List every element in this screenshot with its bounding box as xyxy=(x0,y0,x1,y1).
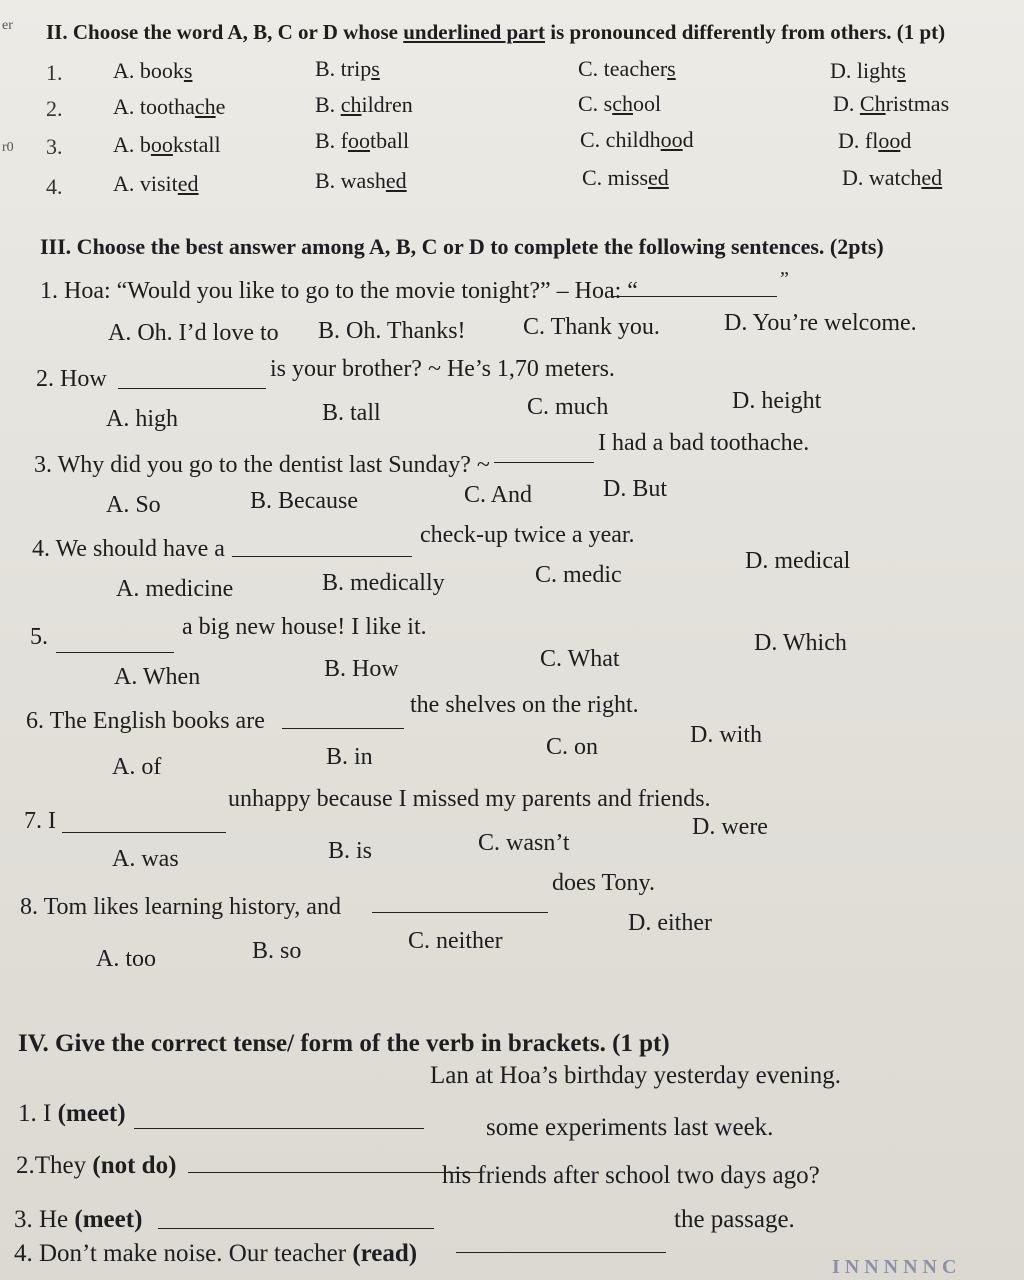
q6-option-b: B. in xyxy=(326,744,373,770)
q8-option-b: B. so xyxy=(252,938,302,964)
question-5-tail: a big new house! I like it. xyxy=(182,614,427,640)
answer-blank[interactable] xyxy=(188,1172,480,1173)
margin-mark-mid: r0 xyxy=(2,140,14,155)
verb-item-4-stem: 4. Don’t make noise. Our teacher (read) xyxy=(14,1240,418,1267)
option-c: C. teachers xyxy=(578,56,676,81)
question-6-stem: 6. The English books are xyxy=(26,708,265,734)
answer-blank[interactable] xyxy=(372,912,548,913)
option-c: C. childhood xyxy=(580,127,694,152)
margin-mark-top: er xyxy=(2,18,13,33)
answer-blank[interactable] xyxy=(494,462,594,463)
q6-option-c: C. on xyxy=(546,734,599,760)
q5-option-a: A. When xyxy=(114,664,201,690)
question-1-stem: 1. Hoa: “Would you like to go to the movie tonight?” – Hoa: “ xyxy=(40,278,638,304)
q2-option-b: B. tall xyxy=(322,400,381,426)
q7-option-a: A. was xyxy=(112,846,179,872)
answer-blank[interactable] xyxy=(456,1252,666,1253)
q3-option-a: A. So xyxy=(106,492,161,518)
option-b: B. trips xyxy=(315,56,380,81)
option-d: D. lights xyxy=(830,58,906,83)
verb-item-1-tail: Lan at Hoa’s birthday yesterday evening. xyxy=(430,1062,841,1089)
row-number: 1. xyxy=(46,60,63,85)
question-4-tail: check-up twice a year. xyxy=(420,522,635,548)
q1-option-a: A. Oh. I’d love to xyxy=(108,320,279,346)
option-b: B. football xyxy=(315,128,410,153)
q4-option-b: B. medically xyxy=(322,570,445,596)
option-a: A. bookstall xyxy=(113,132,221,157)
q7-option-c: C. wasn’t xyxy=(478,830,570,856)
bottom-edge-pattern xyxy=(832,1256,1024,1278)
close-quote: ” xyxy=(780,268,789,290)
question-8-stem: 8. Tom likes learning history, and xyxy=(20,894,341,920)
verb-item-4-tail: the passage. xyxy=(674,1206,795,1233)
heading-text-b: is pronounced differently from others. (1 pt) xyxy=(545,20,946,44)
row-number: 4. xyxy=(46,174,63,199)
q8-option-d: D. either xyxy=(628,910,712,936)
q3-option-c: C. And xyxy=(464,482,533,508)
q3-option-d: D. But xyxy=(603,476,668,502)
question-3-tail: I had a bad toothache. xyxy=(598,430,810,456)
q1-option-c: C. Thank you. xyxy=(523,314,660,340)
q7-option-d: D. were xyxy=(692,814,768,840)
q7-option-b: B. is xyxy=(328,838,373,864)
q2-option-a: A. high xyxy=(106,406,178,432)
question-8-tail: does Tony. xyxy=(552,870,655,896)
q2-option-d: D. height xyxy=(732,388,822,414)
heading-text-a: II. Choose the word A, B, C or D whose xyxy=(46,20,404,44)
section-4-heading: IV. Give the correct tense/ form of the verb in brackets. (1 pt) xyxy=(18,1030,670,1057)
section-2-heading xyxy=(46,20,945,45)
question-5-stem: 5. xyxy=(30,624,48,650)
option-c: C. school xyxy=(578,91,662,116)
question-2-tail: is your brother? ~ He’s 1,70 meters. xyxy=(270,356,615,382)
option-a: A. books xyxy=(113,58,193,83)
q8-option-a: A. too xyxy=(96,946,156,972)
q5-option-d: D. Which xyxy=(754,630,847,656)
q6-option-d: D. with xyxy=(690,722,762,748)
heading-underlined: underlined part xyxy=(403,20,545,44)
q8-option-c: C. neither xyxy=(408,928,503,954)
q5-option-c: C. What xyxy=(540,646,620,672)
q6-option-a: A. of xyxy=(112,754,162,780)
answer-blank[interactable] xyxy=(134,1128,424,1129)
option-a: A. toothache xyxy=(113,94,226,119)
answer-blank[interactable] xyxy=(118,388,266,389)
q5-option-b: B. How xyxy=(324,656,399,682)
verb-item-3-tail: his friends after school two days ago? xyxy=(442,1162,820,1189)
q1-option-d: D. You’re welcome. xyxy=(724,310,917,336)
question-7-tail: unhappy because I missed my parents and friends. xyxy=(228,786,711,812)
verb-item-2-stem: 2.They (not do) xyxy=(16,1152,177,1179)
row-number: 3. xyxy=(46,134,63,159)
bottom-edge-text: I N N N N N C xyxy=(832,1256,957,1278)
option-d: D. watched xyxy=(842,165,943,190)
q3-option-b: B. Because xyxy=(250,488,358,514)
answer-blank[interactable] xyxy=(56,652,174,653)
question-6-tail: the shelves on the right. xyxy=(410,692,639,718)
q2-option-c: C. much xyxy=(527,394,609,420)
option-d: D. Christmas xyxy=(833,91,950,116)
verb-item-1-stem: 1. I (meet) xyxy=(18,1100,126,1127)
question-7-stem: 7. I xyxy=(24,808,56,834)
option-b: B. washed xyxy=(315,168,407,193)
option-a: A. visited xyxy=(113,171,199,196)
question-2-stem: 2. How xyxy=(36,366,107,392)
question-4-stem: 4. We should have a xyxy=(32,536,225,562)
q4-option-a: A. medicine xyxy=(116,576,234,602)
row-number: 2. xyxy=(46,96,63,121)
answer-blank[interactable] xyxy=(62,832,226,833)
answer-blank[interactable] xyxy=(232,556,412,557)
q1-option-b: B. Oh. Thanks! xyxy=(318,318,466,344)
option-b: B. children xyxy=(315,92,413,117)
option-c: C. missed xyxy=(582,165,669,190)
verb-item-2-tail: some experiments last week. xyxy=(486,1114,774,1141)
answer-blank[interactable] xyxy=(282,728,404,729)
answer-blank[interactable] xyxy=(158,1228,434,1229)
q4-option-d: D. medical xyxy=(745,548,851,574)
q4-option-c: C. medic xyxy=(535,562,622,588)
verb-item-3-stem: 3. He (meet) xyxy=(14,1206,143,1233)
question-3-stem: 3. Why did you go to the dentist last Sunday? ~ xyxy=(34,452,490,478)
section-3-heading: III. Choose the best answer among A, B, C or D to complete the following sentences. (2pts) xyxy=(40,234,884,259)
option-d: D. flood xyxy=(838,128,912,153)
answer-blank[interactable] xyxy=(612,296,777,297)
